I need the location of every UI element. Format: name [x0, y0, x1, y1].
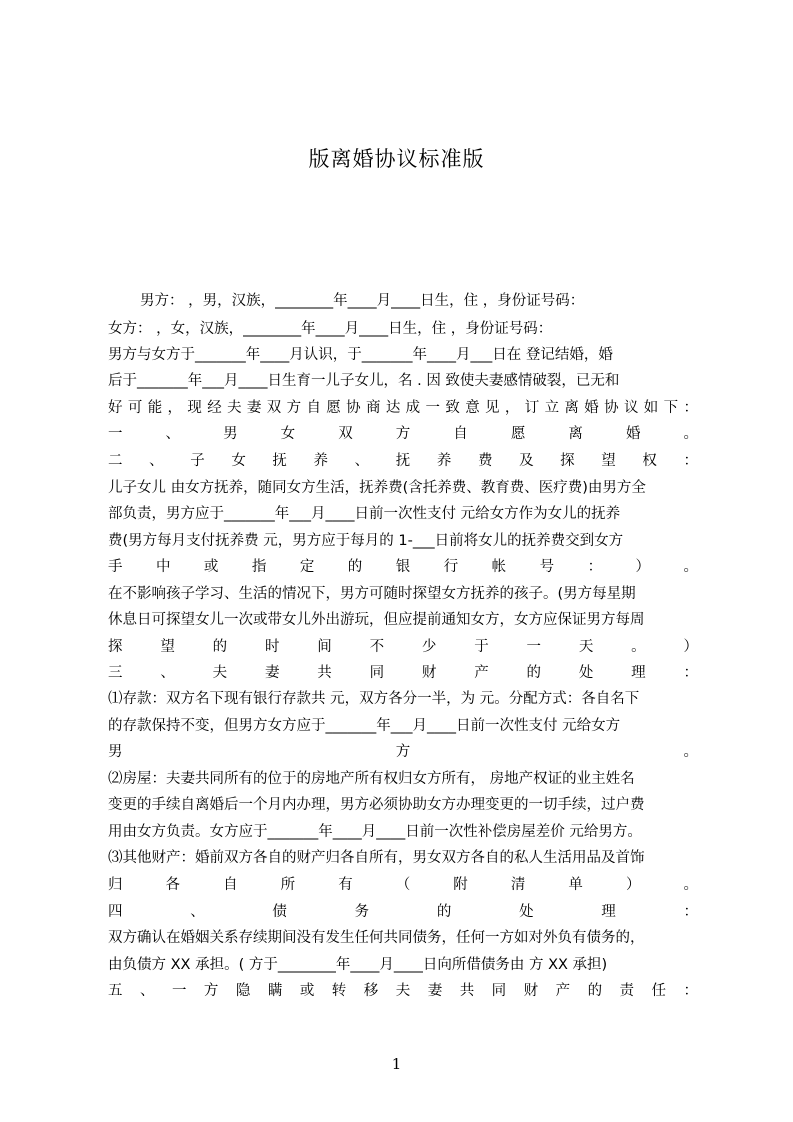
- text-line: ⑵房屋：夫妻共同所有的位于的房地产所有权归女方所有， 房地产权证的业主姓名: [108, 771, 635, 787]
- text-line: 用由女方负责。女方应于_______年____月____日前一次性补偿房屋差价 元给男方。: [108, 824, 642, 840]
- text-line: 部负责，男方应于_______年___月____日前一次性支付 元给女方作为女儿的抚养: [108, 506, 621, 522]
- text-line: 手 中 或 指 定 的 银 行 帐 号 ： ） 。: [108, 559, 698, 575]
- text-line: 在不影响孩子学习、生活的情况下，男方可随时探望女方抚养的孩子。(男方每星期: [108, 586, 636, 602]
- text-line: 女方： ，女，汉族，________年____月____日生，住 ，身份证号码：: [108, 321, 553, 337]
- text-line: 四 、 债 务 的 处 理 ：: [108, 904, 698, 920]
- text-line: 后于_______年___月____日生育一儿子女儿，名 . 因 致使夫妻感情破裂，已无和: [108, 373, 620, 389]
- text-line: 二 、 子 女 抚 养 、 抚 养 费 及 探 望 权 ：: [108, 453, 698, 469]
- text-line: 双方确认在婚姻关系存续期间没有发生任何共同债务，任何一方如对外负有债务的，: [108, 930, 645, 946]
- text-line: 男方： ，男，汉族，________年____月____日生，住 ，身份证号码：: [140, 293, 585, 309]
- text-line: 一 、 男 女 双 方 自 愿 离 婚 。: [108, 426, 698, 442]
- text-line: 三 、 夫 妻 共 同 财 产 的 处 理 ：: [108, 665, 698, 681]
- text-line: ⑴存款：双方名下现有银行存款共 元，双方各分一半，为 元。分配方式：各自名下: [108, 691, 640, 707]
- text-line: 的存款保持不变，但男方女方应于_______年___月____日前一次性支付 元给女方: [108, 718, 621, 734]
- text-line: 归 各 自 所 有 （ 附 清 单 ） 。: [108, 877, 698, 893]
- text-line: 变更的手续自离婚后一个月内办理，男方必须协助女方办理变更的一切手续，过户费: [108, 797, 645, 813]
- text-line: 由负债方 XX 承担。( 方于________年____月____日向所借债务由 方 XX 承担): [108, 957, 608, 973]
- document-title: 版离婚协议标准版: [308, 147, 485, 171]
- text-line: ⑶其他财产：婚前双方各自的财产归各自所有，男女双方各自的私人生活用品及首饰: [108, 850, 645, 866]
- text-line: 男方与女方于_______年____月认识，于_______年____月___日在 登记结婚，婚: [108, 347, 613, 363]
- page-number: 1: [391, 1055, 402, 1073]
- text-line: 费(男方每月支付抚养费 元，男方应于每月的 1-___日前将女儿的抚养费交到女方: [108, 533, 624, 549]
- text-line: 儿子女儿 由女方抚养，随同女方生活，抚养费(含托养费、教育费、医疗费)由男方全: [108, 480, 646, 496]
- text-line: 五 、 一 方 隐 瞒 或 转 移 夫 妻 共 同 财 产 的 责 任 ：: [108, 983, 698, 999]
- text-line: 男 方 。: [108, 744, 698, 760]
- text-line: 休息日可探望女儿一次或带女儿外出游玩，但应提前通知女方，女方应保证男方每周: [108, 612, 645, 628]
- text-line: 探 望 的 时 间 不 少 于 一 天 。 ）: [108, 639, 698, 655]
- text-line: 好 可 能 ， 现 经 夫 妻 双 方 自 愿 协 商 达 成 一 致 意 见 ， 订 立 离 婚 协 议 如 下 ：: [108, 400, 698, 416]
